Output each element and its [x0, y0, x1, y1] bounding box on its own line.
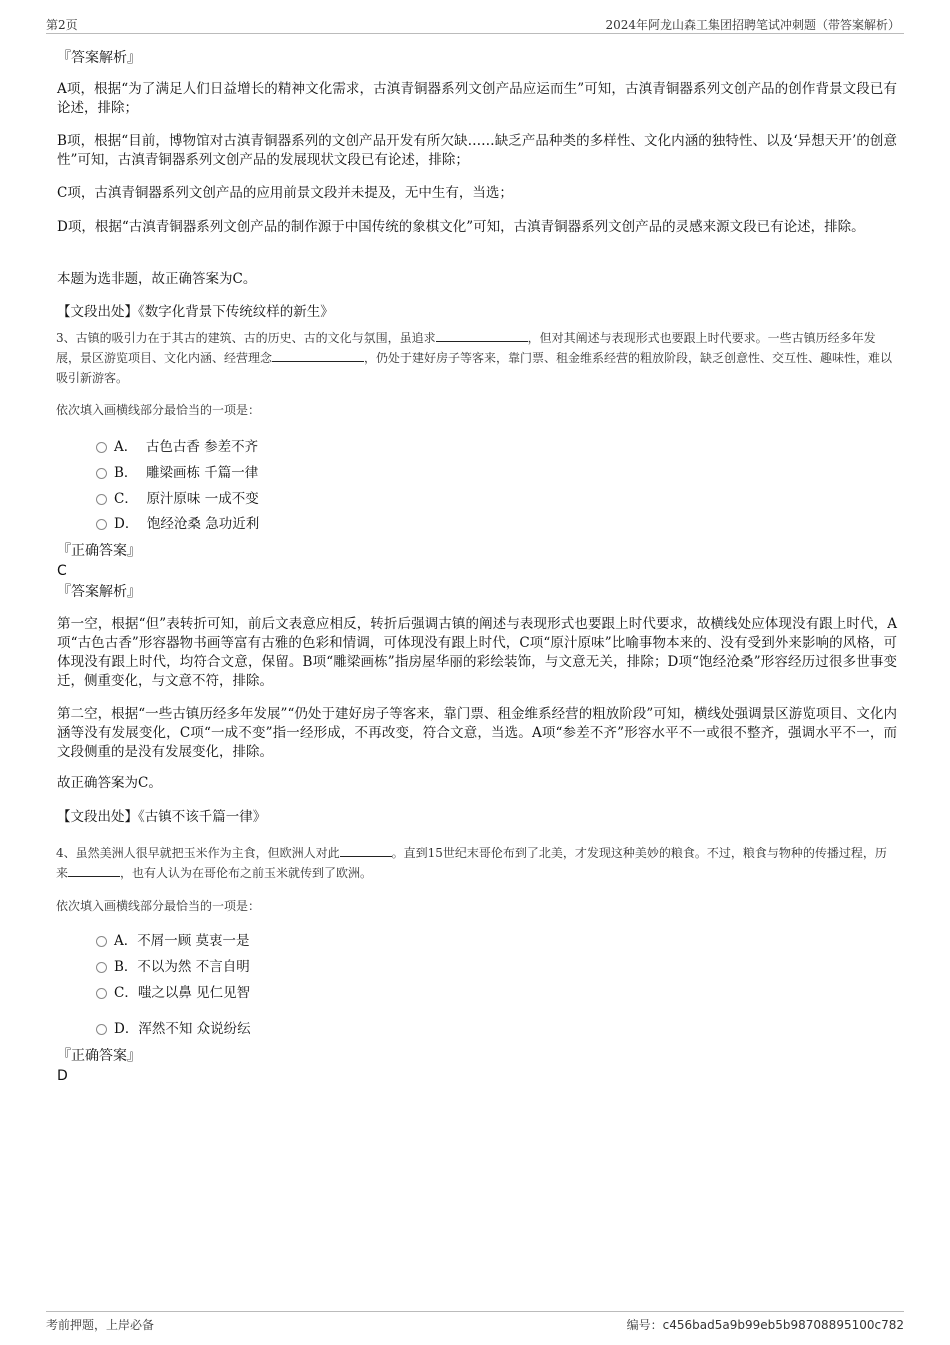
q2-analysis-label: 『答案解析』	[57, 50, 141, 66]
q3-conclusion: 故正确答案为C。	[57, 775, 162, 791]
radio-icon[interactable]	[96, 988, 107, 999]
q4-option-a[interactable]: A．不屑一顾 莫衷一是	[96, 931, 250, 951]
page-header	[46, 14, 904, 34]
q3-option-a[interactable]: A． 古色古香 参差不齐	[96, 437, 258, 457]
document-title: 2024年阿龙山森工集团招聘笔试冲刺题（带答案解析）	[605, 18, 900, 32]
page-footer	[46, 1311, 904, 1335]
q2-source: 【文段出处】《数字化背景下传统纹样的新生》	[57, 304, 334, 320]
q4-option-b[interactable]: B．不以为然 不言自明	[96, 957, 250, 977]
q2-analysis-d: D项，根据“古滇青铜器系列文创产品的制作源于中国传统的象棋文化”可知，古滇青铜器系列文创产品的灵感来源文段已有论述，排除。	[57, 219, 865, 235]
q3-answer-label: 『正确答案』	[57, 543, 141, 559]
q4-stem: 4、虽然美洲人很早就把玉米作为主食，但欧洲人对此 。直到15世纪末哥伦布到了北美，才发现这种美妙的粮食。不过，粮食与物种的传播过程，历来 ，也有人认为在哥伦布之前玉米就传到了欧洲。	[56, 843, 896, 883]
q2-conclusion: 本题为选非题，故正确答案为C。	[57, 271, 257, 287]
q4-blank-2	[68, 863, 120, 877]
radio-icon[interactable]	[96, 519, 107, 530]
q2-analysis-b: B项，根据“目前，博物馆对古滇青铜器系列的文创产品开发有所欠缺……缺乏产品种类的多样性、文化内涵的独特性、以及‘异想天开’的创意性”可知，古滇青铜器系列文创产品的发展现状文段已有论述，排除；	[57, 133, 897, 168]
q3-analysis-label: 『答案解析』	[57, 584, 141, 600]
footer-slogan: 考前押题，上岸必备	[46, 1318, 155, 1332]
page-number: 第2页	[46, 18, 78, 32]
q4-blank-1	[340, 843, 392, 857]
q3-blank-1	[436, 328, 528, 342]
radio-icon[interactable]	[96, 936, 107, 947]
radio-icon[interactable]	[96, 1024, 107, 1035]
q3-stem: 3、古镇的吸引力在于其古的建筑、古的历史、古的文化与氛围，虽追求 ，但对其阐述与表现形式也要跟上时代要求。一些古镇历经多年发展，景区游览项目、文化内涵、经营理念 ，仍处于建好房子等客来，靠门票、租金维系经营的粗放阶段，缺乏创意性、交互性、趣味性，难以吸引新游客。	[56, 328, 896, 388]
q3-option-d[interactable]: D． 饱经沧桑 急功近利	[96, 514, 259, 534]
q4-prompt: 依次填入画横线部分最恰当的一项是：	[56, 899, 261, 913]
q2-analysis-c: C项，古滇青铜器系列文创产品的应用前景文段并未提及，无中生有，当选；	[57, 185, 513, 201]
radio-icon[interactable]	[96, 962, 107, 973]
q3-analysis-blank1: 第一空，根据“但”表转折可知，前后文表意应相反，转折后强调古镇的阐述与表现形式也要跟上时代要求，故横线处应体现没有跟上时代，A项“古色古香”形容器物书画等富有古雅的色彩和情调，可体现没有跟上时代，C项“原汁原味”比喻事物本来的、没有受到外来影响的风格，可体现没有跟上时代，均符合文意，保留。B项“雕梁画栋”指房屋华丽的彩绘装饰，与文意无关，排除；D项“饱经沧桑”形容经历过很多世事变迁，侧重变化，与文意不符，排除。	[57, 616, 897, 689]
radio-icon[interactable]	[96, 468, 107, 479]
q4-option-c[interactable]: C．嗤之以鼻 见仁见智	[96, 983, 250, 1003]
radio-icon[interactable]	[96, 442, 107, 453]
q4-answer-label: 『正确答案』	[57, 1048, 141, 1064]
q3-answer: C	[57, 563, 67, 579]
document-code: 编号：c456bad5a9b99eb5b98708895100c782	[626, 1318, 904, 1332]
radio-icon[interactable]	[96, 494, 107, 505]
q3-option-b[interactable]: B． 雕梁画栋 千篇一律	[96, 463, 258, 483]
q3-blank-2	[272, 348, 364, 362]
q3-source: 【文段出处】《古镇不该千篇一律》	[57, 809, 267, 825]
q3-option-c[interactable]: C． 原汁原味 一成不变	[96, 489, 259, 509]
q4-option-d[interactable]: D．浑然不知 众说纷纭	[96, 1019, 251, 1039]
q3-analysis-blank2: 第二空，根据“一些古镇历经多年发展”“仍处于建好房子等客来，靠门票、租金维系经营的粗放阶段”可知，横线处强调景区游览项目、文化内涵等没有发展变化，C项“一成不变”指一经形成，不再改变，符合文意，当选。A项“参差不齐”形容水平不一或很不整齐，强调水平不一，而文段侧重的是没有发展变化，排除。	[57, 706, 897, 760]
q2-analysis-a: A项，根据“为了满足人们日益增长的精神文化需求，古滇青铜器系列文创产品应运而生”可知，古滇青铜器系列文创产品的创作背景文段已有论述，排除；	[57, 81, 897, 116]
q3-prompt: 依次填入画横线部分最恰当的一项是：	[56, 403, 261, 417]
q4-answer: D	[57, 1068, 68, 1084]
